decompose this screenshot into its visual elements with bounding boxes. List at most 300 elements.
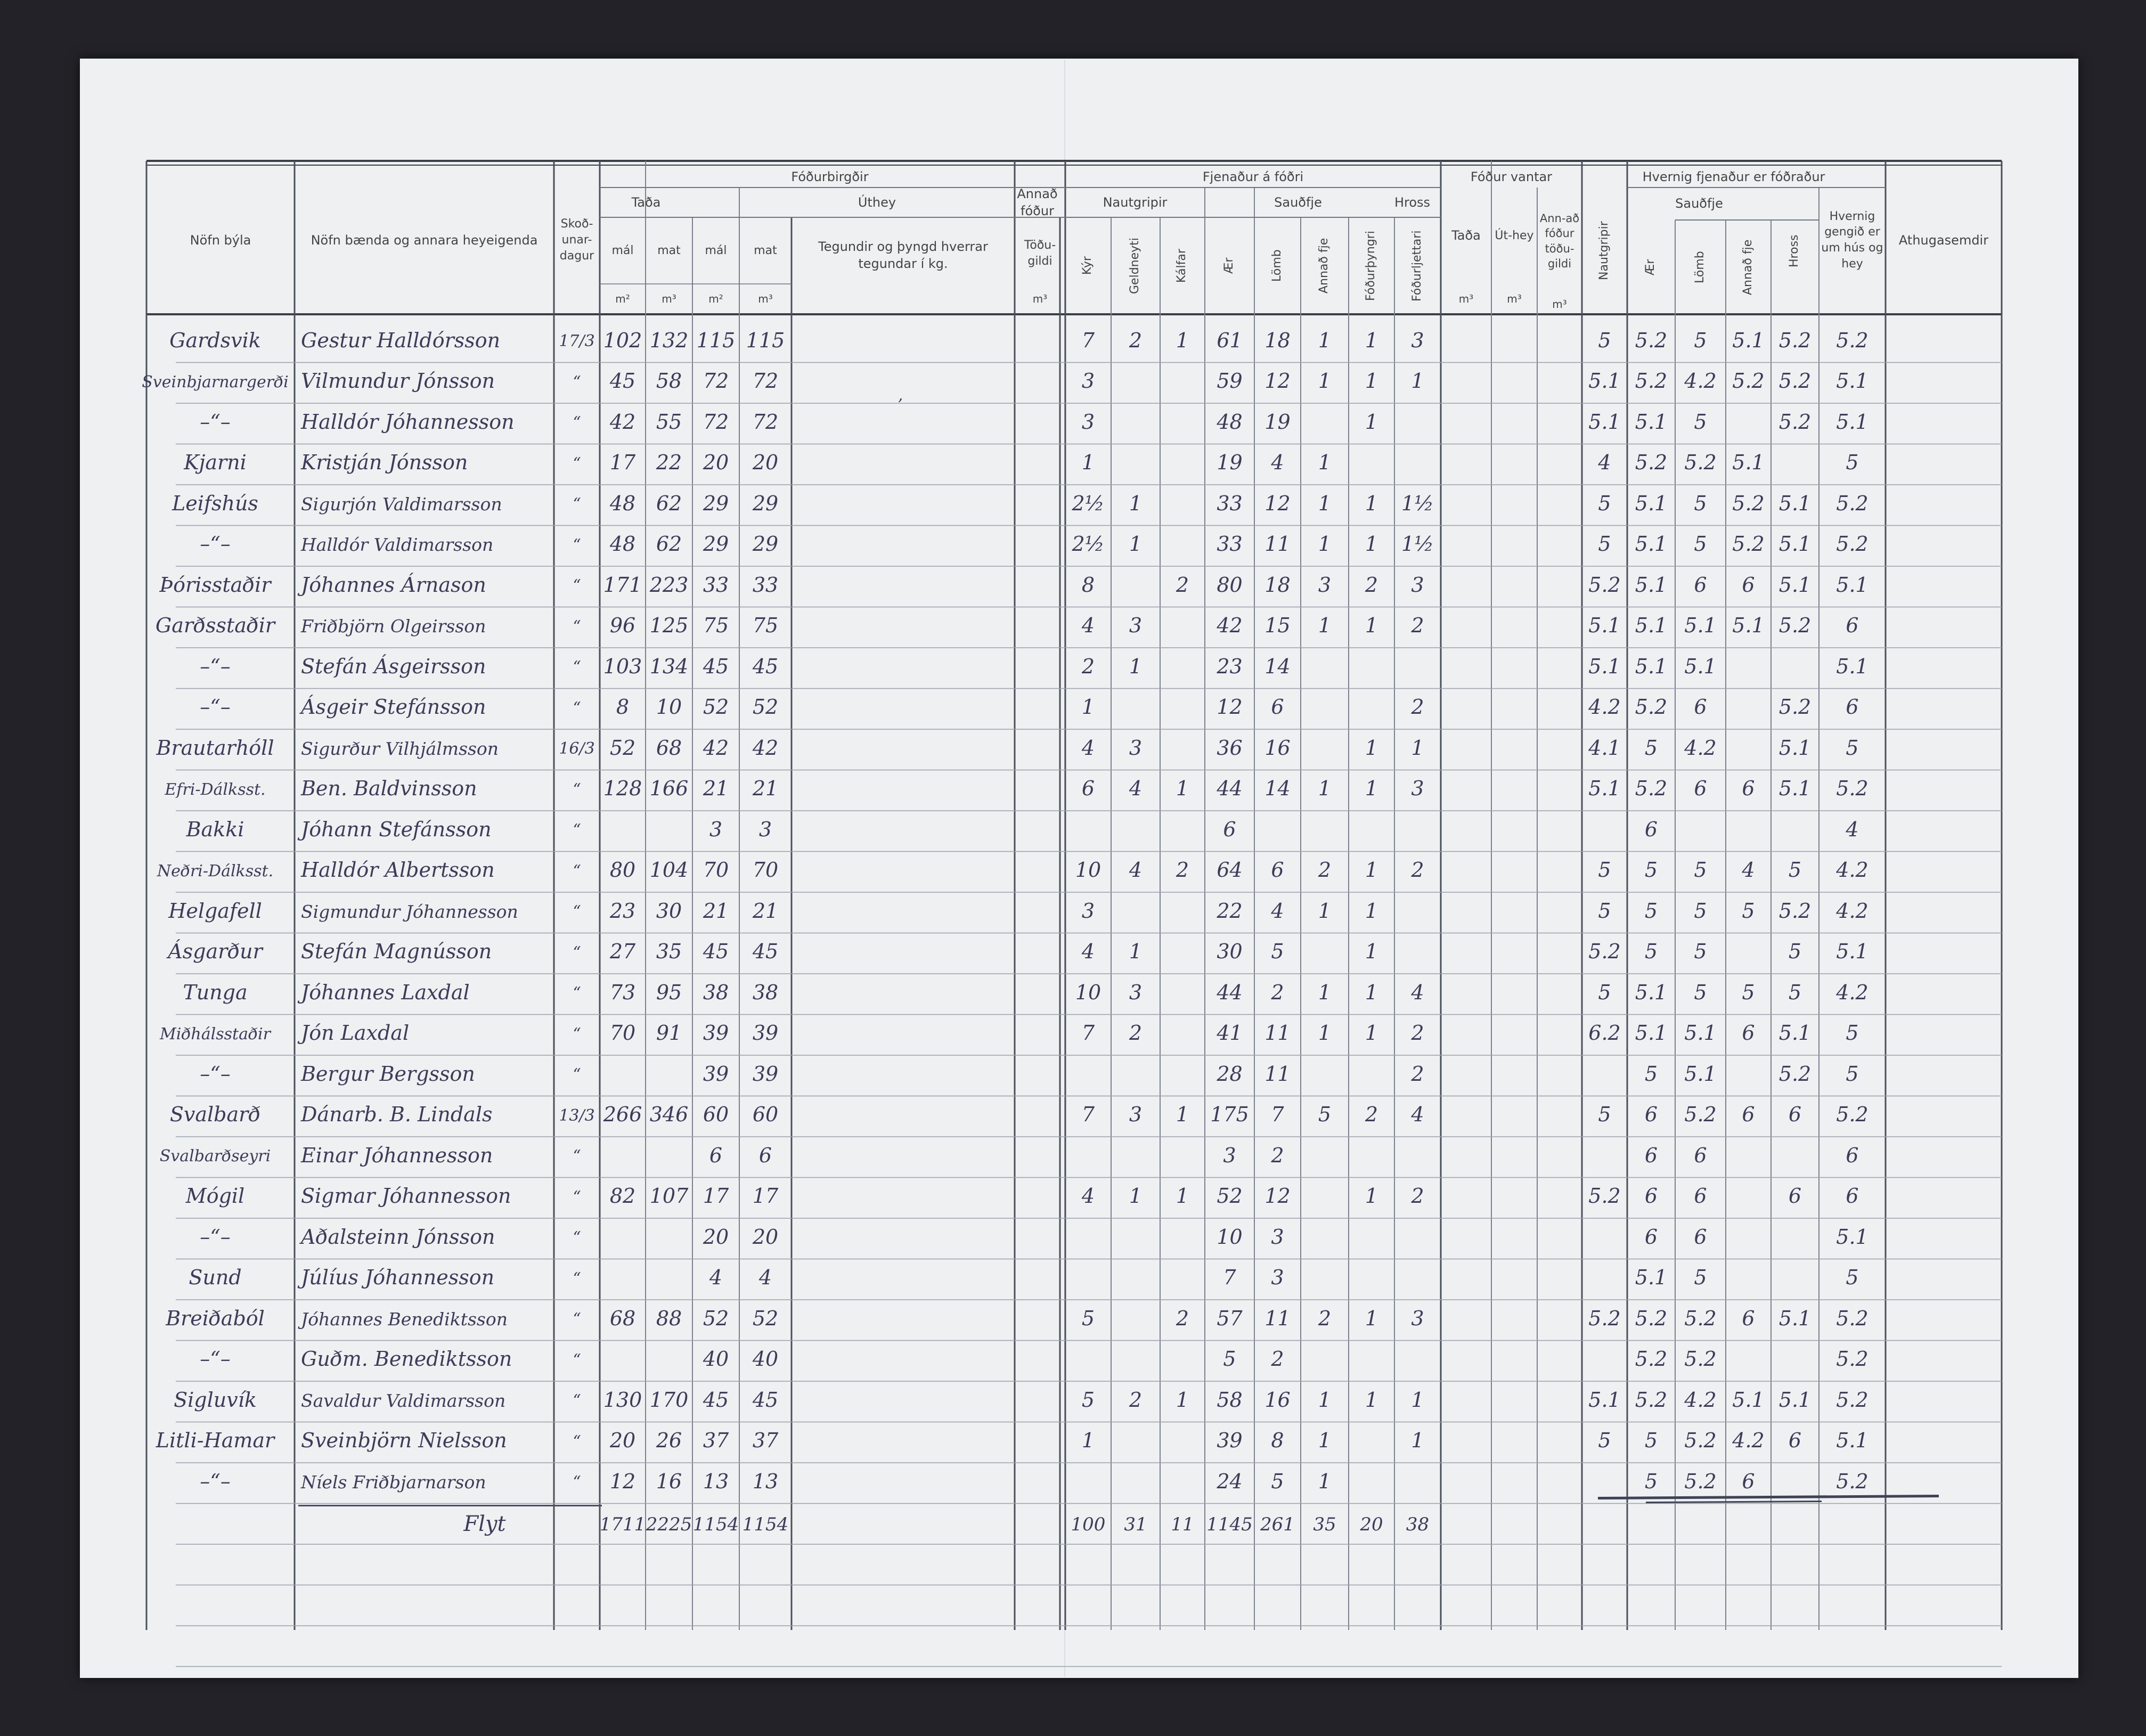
cell-housing: 5 — [1846, 1021, 1859, 1045]
cell-lambs: 12 — [1264, 1184, 1291, 1208]
cell-work-horses: 1 — [1365, 491, 1378, 515]
col-ewes: Ær — [1222, 257, 1236, 274]
cell-day: “ — [573, 861, 581, 881]
cell-field-calc: 45 — [752, 940, 779, 964]
cell-fed-ewes: 5 — [1644, 1429, 1658, 1453]
cell-light-horses: 2 — [1411, 1184, 1424, 1208]
cell-hay-measured: 52 — [609, 736, 636, 760]
cell-lambs: 14 — [1264, 654, 1291, 678]
cell-housing: 5.2 — [1836, 1469, 1868, 1493]
cell-calves: 1 — [1176, 1388, 1189, 1412]
cell-field-calc: 21 — [752, 899, 779, 923]
cell-light-horses: 2 — [1411, 1021, 1424, 1045]
cell-fed-ewes: 5.1 — [1635, 654, 1668, 678]
col-remarks: Athugasemdir — [1898, 232, 1989, 248]
cell-farm-name: Breiðaból — [166, 1306, 265, 1330]
cell-field-measured: 52 — [703, 1306, 729, 1330]
cell-fed-other: 6 — [1742, 1306, 1755, 1330]
cell-lambs: 2 — [1271, 1143, 1284, 1167]
cell-fed-lambs: 5 — [1694, 1266, 1707, 1290]
cell-other-sheep: 2 — [1318, 1306, 1332, 1330]
cell-lambs: 16 — [1264, 1388, 1291, 1412]
cell-fed-lambs: 5 — [1694, 858, 1707, 882]
cell-hay-measured: 102 — [603, 328, 642, 352]
cell-owner-name: Ásgeir Stefánsson — [301, 695, 486, 719]
cell-fed-horses: 5.2 — [1778, 695, 1812, 719]
cell-field-measured: 60 — [703, 1103, 729, 1127]
cell-fed-lambs: 6 — [1694, 695, 1707, 719]
cell-light-horses: 1½ — [1401, 491, 1434, 515]
cell-heifers: 1 — [1129, 1184, 1143, 1208]
cell-hay-calc: 16 — [656, 1469, 682, 1493]
col-field-calc: mat — [754, 243, 777, 257]
cell-calves: 1 — [1176, 1184, 1189, 1208]
cell-hay-calc: 104 — [649, 858, 689, 882]
cell-day: “ — [573, 617, 581, 636]
cell-light-horses: 1 — [1411, 736, 1424, 760]
cell-cows: 2 — [1081, 654, 1095, 678]
cell-owner-name: Jóhannes Árnason — [301, 573, 486, 597]
cell-other-sheep: 1 — [1318, 451, 1332, 475]
cell-field-measured: 33 — [703, 573, 729, 597]
cell-day: “ — [573, 495, 581, 514]
cell-farm-name: Þórisstaðir — [159, 573, 271, 597]
cell-field-measured: 20 — [703, 451, 729, 475]
cell-fed-other: 5 — [1742, 899, 1755, 923]
cell-field-calc: 45 — [752, 654, 779, 678]
cell-lambs: 5 — [1271, 1469, 1284, 1493]
cell-fed-ewes: 5.2 — [1635, 777, 1668, 801]
cell-cows: 4 — [1081, 940, 1095, 964]
cell-fed-horses: 5.2 — [1778, 614, 1812, 638]
cell-field-measured: 6 — [709, 1143, 723, 1167]
cell-lambs: 4 — [1271, 899, 1284, 923]
cell-housing: 5.1 — [1836, 1225, 1868, 1249]
cell-field-calc: 115 — [746, 328, 785, 352]
cell-farm-name: Helgafell — [168, 899, 262, 923]
cell-cows: 4 — [1081, 1184, 1095, 1208]
cell-calves: 2 — [1176, 573, 1189, 597]
unit-m3: m³ — [758, 292, 773, 305]
col-fed-ewes: Ær — [1644, 259, 1657, 275]
cell-cows: 10 — [1075, 858, 1101, 882]
cell-owner-name: Aðalsteinn Jónsson — [301, 1225, 495, 1249]
cell-field-calc: 3 — [758, 817, 772, 841]
cell-fed-cattle: 5.1 — [1588, 1388, 1621, 1412]
col-cattle: Nautgripir — [1103, 194, 1168, 210]
cell-heifers: 4 — [1129, 777, 1143, 801]
cell-hay-calc: 223 — [649, 573, 689, 597]
cell-light-horses: 1 — [1411, 369, 1424, 393]
cell-field-calc: 45 — [752, 1388, 779, 1412]
cell-fed-lambs: 5 — [1694, 940, 1707, 964]
cell-lambs: 11 — [1264, 1306, 1291, 1330]
cell-field-calc: 40 — [752, 1347, 779, 1371]
cell-field-measured: 115 — [696, 328, 736, 352]
cell-hay-measured: 70 — [609, 1021, 636, 1045]
cell-fed-cattle: 5.1 — [1588, 777, 1621, 801]
cell-fed-other: 6 — [1742, 1103, 1755, 1127]
cell-farm-name: Mógil — [185, 1184, 245, 1208]
cell-farm-name: Gardsvik — [169, 328, 261, 352]
col-heifers: Geldneyti — [1128, 238, 1141, 294]
cell-owner-name: Halldór Valdimarsson — [301, 534, 494, 556]
cell-lambs: 14 — [1264, 777, 1291, 801]
cell-fed-other: 4.2 — [1732, 1429, 1765, 1453]
cell-farm-name: Neðri-Dálksst. — [157, 861, 274, 881]
cell-day: “ — [573, 1065, 581, 1085]
cell-housing: 5.2 — [1836, 328, 1868, 352]
cell-farm-name: –“– — [200, 654, 231, 678]
grid-line — [1646, 1502, 1822, 1503]
cell-work-horses: 1 — [1365, 410, 1378, 434]
totals-cell: 1711 — [599, 1514, 646, 1536]
cell-lambs: 18 — [1264, 573, 1291, 597]
cell-field-calc: 70 — [752, 858, 779, 882]
cell-field-measured: 38 — [703, 980, 729, 1004]
cell-fed-ewes: 5 — [1644, 940, 1658, 964]
cell-hay-measured: 45 — [609, 369, 636, 393]
cell-light-horses: 3 — [1411, 1306, 1424, 1330]
cell-light-horses: 3 — [1411, 328, 1424, 352]
unit-m3: m³ — [662, 292, 676, 305]
cell-housing: 5.2 — [1836, 1388, 1868, 1412]
cell-field-measured: 45 — [703, 654, 729, 678]
cell-fed-horses: 5.1 — [1778, 491, 1812, 515]
cell-fed-lambs: 5.1 — [1684, 1021, 1717, 1045]
cell-heifers: 3 — [1129, 980, 1143, 1004]
cell-owner-name: Dánarb. B. Lindals — [301, 1103, 493, 1127]
cell-day: “ — [573, 1269, 581, 1288]
cell-cows: 1 — [1081, 1429, 1095, 1453]
cell-field-calc: 37 — [752, 1429, 779, 1453]
cell-field-measured: 70 — [703, 858, 729, 882]
cell-farm-name: –“– — [200, 1062, 231, 1086]
cell-owner-name: Níels Friðbjarnarson — [301, 1471, 486, 1493]
cell-owner-name: Júlíus Jóhannesson — [301, 1266, 495, 1290]
cell-ewes: 44 — [1217, 777, 1243, 801]
totals-cell: 1145 — [1206, 1514, 1253, 1536]
cell-fed-cattle: 5.2 — [1588, 1184, 1621, 1208]
cell-ewes: 41 — [1217, 1021, 1243, 1045]
cell-field-calc: 52 — [752, 1306, 779, 1330]
cell-hay-calc: 170 — [649, 1388, 689, 1412]
cell-ewes: 10 — [1217, 1225, 1243, 1249]
cell-fed-cattle: 5.2 — [1588, 573, 1621, 597]
cell-fed-ewes: 5.2 — [1635, 328, 1668, 352]
cell-hay-calc: 26 — [656, 1429, 682, 1453]
cell-work-horses: 1 — [1365, 940, 1378, 964]
cell-fed-ewes: 6 — [1644, 1143, 1658, 1167]
col-light-horses: Fóðurljettari — [1410, 230, 1424, 301]
cell-hay-measured: 73 — [609, 980, 636, 1004]
cell-calves: 1 — [1176, 1103, 1189, 1127]
cell-heifers: 1 — [1129, 532, 1143, 556]
cell-fed-horses: 6 — [1788, 1103, 1802, 1127]
cell-housing: 5.1 — [1836, 410, 1868, 434]
unit-m2: m² — [615, 292, 630, 305]
cell-fed-lambs: 5.1 — [1684, 654, 1717, 678]
col-horses: Hross — [1394, 194, 1431, 210]
cell-light-horses: 2 — [1411, 614, 1424, 638]
cell-light-horses: 2 — [1411, 858, 1424, 882]
cell-fed-cattle: 5.2 — [1588, 940, 1621, 964]
cell-owner-name: Vilmundur Jónsson — [301, 369, 495, 393]
cell-work-horses: 1 — [1365, 328, 1378, 352]
cell-lambs: 15 — [1264, 614, 1291, 638]
cell-hay-measured: 12 — [609, 1469, 636, 1493]
cell-field-calc: 72 — [752, 369, 779, 393]
cell-work-horses: 2 — [1365, 1103, 1378, 1127]
cell-fed-horses: 5.2 — [1778, 1062, 1812, 1086]
cell-owner-name: Stefán Magnússon — [301, 940, 492, 964]
cell-field-calc: 39 — [752, 1021, 779, 1045]
col-hay-home: Taða — [631, 194, 661, 210]
cell-fed-horses: 6 — [1788, 1184, 1802, 1208]
cell-fed-lambs: 5.2 — [1684, 1347, 1717, 1371]
cell-owner-name: Jóhann Stefánsson — [301, 817, 492, 841]
cell-light-horses: 3 — [1411, 777, 1424, 801]
cell-housing: 5.1 — [1836, 940, 1868, 964]
totals-cell: 35 — [1313, 1514, 1336, 1536]
cell-cows: 1 — [1081, 695, 1095, 719]
totals-cell: 261 — [1260, 1514, 1295, 1536]
totals-cell: 20 — [1360, 1514, 1383, 1536]
cell-fed-cattle: 4.1 — [1588, 736, 1621, 760]
cell-fed-horses: 5.2 — [1778, 410, 1812, 434]
cell-fed-cattle: 5.1 — [1588, 369, 1621, 393]
cell-ewes: 28 — [1217, 1062, 1243, 1086]
cell-fed-lambs: 4.2 — [1684, 1388, 1717, 1412]
cell-light-horses: 3 — [1411, 573, 1424, 597]
cell-other-sheep: 3 — [1318, 573, 1332, 597]
cell-housing: 6 — [1846, 695, 1859, 719]
cell-day: “ — [573, 1432, 581, 1451]
cell-field-measured: 45 — [703, 1388, 729, 1412]
cell-fed-cattle: 5.1 — [1588, 614, 1621, 638]
cell-cows: 2½ — [1072, 532, 1105, 556]
cell-farm-name: Sigluvík — [174, 1388, 257, 1412]
col-livestock: Fjenaður á fóðri — [1202, 169, 1304, 184]
cell-heifers: 3 — [1129, 1103, 1143, 1127]
cell-fed-ewes: 5.1 — [1635, 614, 1668, 638]
cell-hay-measured: 68 — [609, 1306, 636, 1330]
cell-hay-calc: 62 — [656, 491, 682, 515]
col-other-sheep: Annað fje — [1317, 238, 1331, 294]
cell-fed-lambs: 5.2 — [1684, 451, 1717, 475]
cell-day: “ — [573, 943, 581, 962]
cell-owner-name: Bergur Bergsson — [301, 1062, 475, 1086]
unit-m3: m³ — [1032, 292, 1048, 305]
cell-day: “ — [573, 372, 581, 392]
cell-field-measured: 39 — [703, 1062, 729, 1086]
cell-fed-horses: 5 — [1788, 858, 1802, 882]
cell-fed-horses: 5 — [1788, 980, 1802, 1004]
cell-fed-horses: 5.1 — [1778, 1388, 1812, 1412]
cell-ewes: 44 — [1217, 980, 1243, 1004]
cell-ewes: 23 — [1217, 654, 1243, 678]
cell-lambs: 2 — [1271, 1347, 1284, 1371]
cell-field-measured: 37 — [703, 1429, 729, 1453]
cell-other-sheep: 1 — [1318, 491, 1332, 515]
cell-ewes: 42 — [1217, 614, 1243, 638]
cell-heifers: 1 — [1129, 654, 1143, 678]
cell-fed-ewes: 5.2 — [1635, 451, 1668, 475]
col-other-fodder: Annað fóður — [1017, 186, 1058, 218]
cell-field-measured: 20 — [703, 1225, 729, 1249]
cell-farm-name: –“– — [200, 1347, 231, 1371]
cell-lambs: 2 — [1271, 980, 1284, 1004]
cell-housing: 4 — [1846, 817, 1859, 841]
cell-owner-name: Sveinbjörn Nielsson — [301, 1429, 507, 1453]
cell-work-horses: 1 — [1365, 614, 1378, 638]
totals-cell: 1154 — [692, 1514, 739, 1536]
cell-ewes: 33 — [1217, 532, 1243, 556]
cell-hay-measured: 17 — [609, 451, 636, 475]
cell-lambs: 7 — [1271, 1103, 1284, 1127]
cell-lambs: 6 — [1271, 858, 1284, 882]
unit-m3: m³ — [1552, 298, 1567, 311]
cell-housing: 4.2 — [1836, 899, 1868, 923]
cell-fed-cattle: 5.1 — [1588, 410, 1621, 434]
cell-fed-ewes: 5 — [1644, 736, 1658, 760]
cell-farm-name: Brautarhóll — [156, 736, 274, 760]
cell-cows: 4 — [1081, 736, 1095, 760]
cell-hay-measured: 80 — [609, 858, 636, 882]
cell-heifers: 2 — [1129, 328, 1143, 352]
col-calves: Kálfar — [1175, 249, 1188, 283]
cell-cows: 3 — [1081, 410, 1095, 434]
cell-field-measured: 21 — [703, 899, 729, 923]
cell-fed-horses: 5.2 — [1778, 899, 1812, 923]
cell-field-measured: 3 — [709, 817, 723, 841]
cell-fed-lambs: 5 — [1694, 491, 1707, 515]
cell-lambs: 12 — [1264, 369, 1291, 393]
cell-fed-other: 5.1 — [1732, 328, 1765, 352]
cell-hay-calc: 91 — [656, 1021, 682, 1045]
cell-fed-ewes: 6 — [1644, 1184, 1658, 1208]
cell-day: “ — [573, 535, 581, 555]
cell-housing: 5 — [1846, 736, 1859, 760]
cell-ewes: 24 — [1217, 1469, 1243, 1493]
cell-other-sheep: 1 — [1318, 1469, 1332, 1493]
cell-calves: 1 — [1176, 777, 1189, 801]
cell-farm-name: Svalbarð — [169, 1103, 261, 1127]
cell-fed-other: 6 — [1742, 777, 1755, 801]
cell-fed-lambs: 5 — [1694, 899, 1707, 923]
cell-fed-lambs: 5.2 — [1684, 1469, 1717, 1493]
cell-hay-calc: 107 — [649, 1184, 689, 1208]
cell-ewes: 57 — [1217, 1306, 1243, 1330]
col-fodder-stocks: Fóðurbirgðir — [791, 169, 869, 184]
cell-ewes: 12 — [1217, 695, 1243, 719]
cell-fed-ewes: 6 — [1644, 1103, 1658, 1127]
cell-fed-horses: 5.1 — [1778, 1021, 1812, 1045]
cell-work-horses: 2 — [1365, 573, 1378, 597]
totals-cell: 38 — [1406, 1514, 1430, 1536]
cell-fed-ewes: 5.2 — [1635, 1306, 1668, 1330]
cell-fed-lambs: 6 — [1694, 1143, 1707, 1167]
unit-m3: m³ — [1458, 292, 1474, 305]
cell-fed-cattle: 5 — [1598, 1429, 1611, 1453]
cell-fed-horses: 5.1 — [1778, 532, 1812, 556]
cell-fed-lambs: 5 — [1694, 980, 1707, 1004]
cell-hay-calc: 68 — [656, 736, 682, 760]
grid-line — [1598, 1496, 1939, 1498]
col-cows: Kýr — [1081, 256, 1094, 275]
cell-fed-lambs: 6 — [1694, 573, 1707, 597]
cell-hay-calc: 30 — [656, 899, 682, 923]
cell-day: “ — [573, 1024, 581, 1044]
cell-housing: 5 — [1846, 1062, 1859, 1086]
cell-fed-ewes: 5.1 — [1635, 532, 1668, 556]
cell-fed-other: 6 — [1742, 573, 1755, 597]
cell-heifers: 3 — [1129, 736, 1143, 760]
cell-day: 17/3 — [559, 332, 595, 351]
cell-ewes: 22 — [1217, 899, 1243, 923]
cell-fed-other: 5.2 — [1732, 532, 1765, 556]
cell-cows: 10 — [1075, 980, 1101, 1004]
cell-other-sheep: 1 — [1318, 614, 1332, 638]
cell-cows: 7 — [1081, 328, 1095, 352]
cell-other-sheep: 2 — [1318, 858, 1332, 882]
cell-day: “ — [573, 1310, 581, 1329]
cell-day: 13/3 — [559, 1106, 595, 1125]
cell-farm-name: –“– — [200, 1469, 231, 1493]
cell-field-measured: 39 — [703, 1021, 729, 1045]
cell-owner-name: Jón Laxdal — [301, 1021, 410, 1045]
cell-cows: 1 — [1081, 451, 1095, 475]
cell-fed-lambs: 5.1 — [1684, 614, 1717, 638]
cell-fed-horses: 5.1 — [1778, 1306, 1812, 1330]
cell-field-calc: 6 — [758, 1143, 772, 1167]
cell-owner-name: Sigurður Vilhjálmsson — [301, 738, 499, 759]
cell-fed-ewes: 5.2 — [1635, 1347, 1668, 1371]
cell-owner-name: Halldór Jóhannesson — [301, 410, 515, 434]
totals-cell: 100 — [1071, 1514, 1106, 1536]
cell-field-measured: 29 — [703, 491, 729, 515]
col-hay-calc: mat — [657, 243, 681, 257]
cell-lambs: 18 — [1264, 328, 1291, 352]
cell-lambs: 3 — [1271, 1266, 1284, 1290]
cell-heifers: 1 — [1129, 491, 1143, 515]
cell-farm-name: Ásgarður — [168, 940, 263, 964]
cell-fed-ewes: 5 — [1644, 1062, 1658, 1086]
cell-owner-name: Guðm. Benediktsson — [301, 1347, 512, 1371]
col-field-measured: mál — [705, 243, 727, 257]
cell-hay-calc: 166 — [649, 777, 689, 801]
cell-ewes: 3 — [1223, 1143, 1236, 1167]
cell-ewes: 48 — [1217, 410, 1243, 434]
cell-hay-calc: 55 — [656, 410, 682, 434]
cell-owner-name: Friðbjörn Olgeirsson — [301, 616, 486, 637]
cell-housing: 5.2 — [1836, 491, 1868, 515]
cell-light-horses: 4 — [1411, 1103, 1424, 1127]
cell-light-horses: 2 — [1411, 695, 1424, 719]
cell-cows: 5 — [1081, 1306, 1095, 1330]
cell-hay-measured: 82 — [609, 1184, 636, 1208]
cell-other-sheep: 1 — [1318, 1388, 1332, 1412]
cell-fed-other: 5.1 — [1732, 451, 1765, 475]
cell-day: “ — [573, 1147, 581, 1166]
cell-cows: 5 — [1081, 1388, 1095, 1412]
cell-fed-lambs: 4.2 — [1684, 736, 1717, 760]
col-farm-names: Nöfn býla — [190, 232, 251, 248]
cell-fed-other: 5.1 — [1732, 1388, 1765, 1412]
cell-work-horses: 1 — [1365, 899, 1378, 923]
col-hay-measured: mál — [611, 243, 634, 257]
cell-fed-lambs: 5.2 — [1684, 1103, 1717, 1127]
